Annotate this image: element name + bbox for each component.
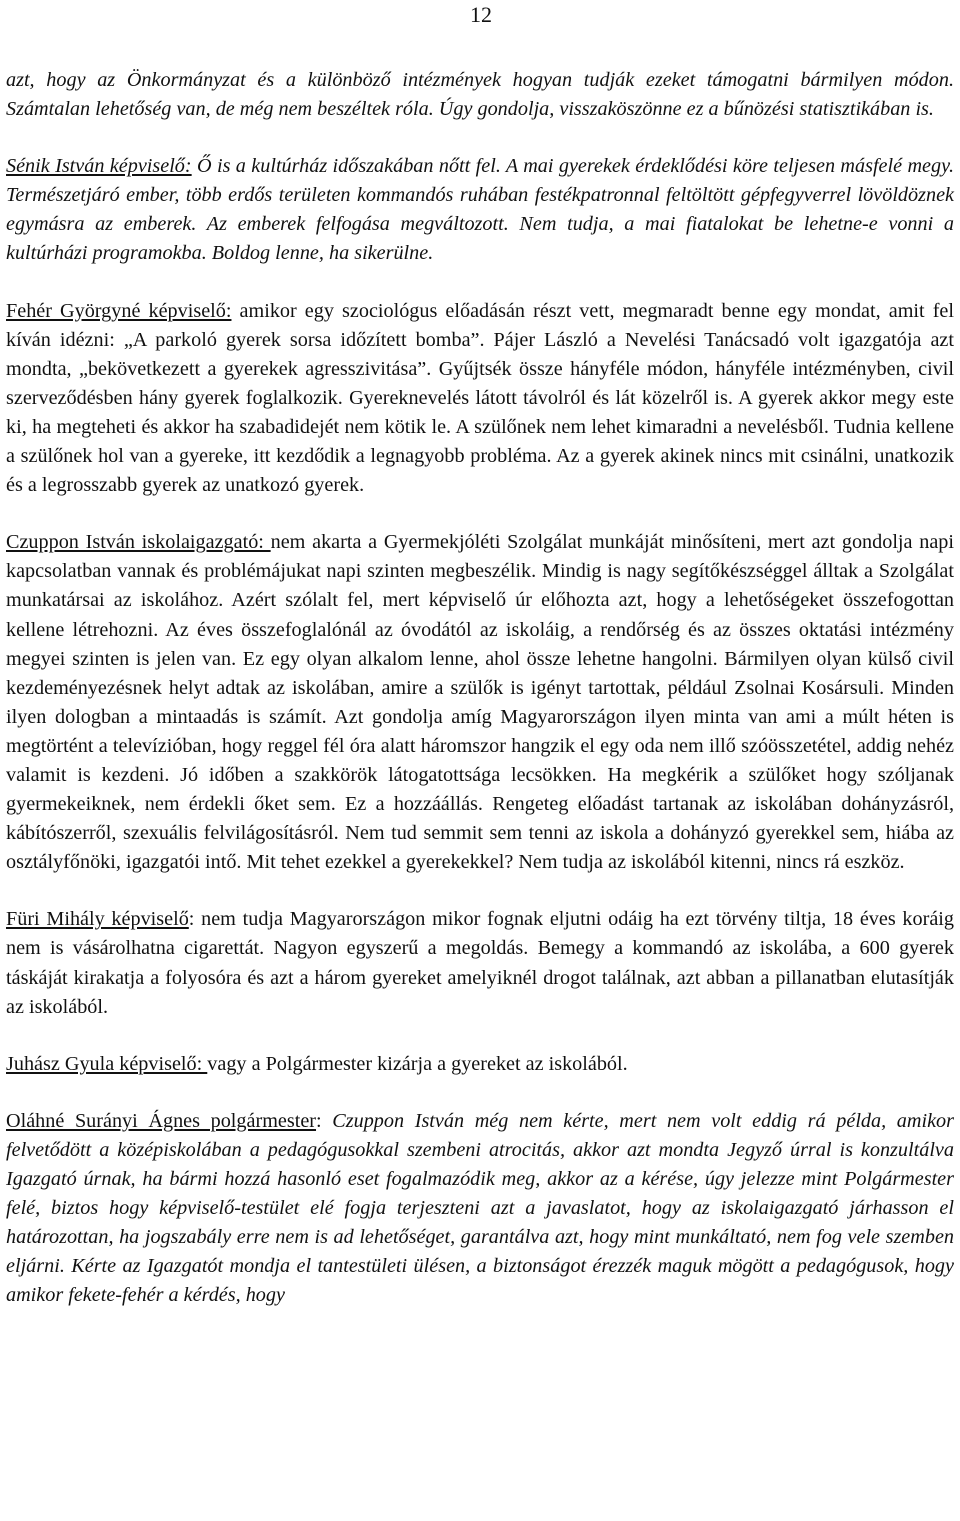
speaker-name: Füri Mihály képviselő [6, 908, 189, 931]
speaker-name: Sénik István képviselő: [6, 155, 192, 178]
paragraph-text: nem akarta a Gyermekjóléti Szolgálat munkáját minősíteni, mert azt gondolja napi kapcsolatban vannak és problémájukat napi szinten megbeszélik. Mindig is nagy segítőkészséggel álltak a Szolgálat munkatársai az iskolához. Azért szólalt fel, mert képviselő úr előhozta azt, hogy a lehetőségeket összefogottan kellene létrehozni. Az éves összefoglalónál az óvodától az iskoláig, a rendőrség és az összes oktatási intézmény megyei szinten is jelen van. Ez egy olyan alkalom lenne, ahol össze lehetne hangolni. Bármilyen olyan külső civil kezdeményezésnek helyt adtak az iskolában, amire a szülők is igényt tartottak, például Zsolnai Kosársuli. Minden ilyen dologban a mintaadás is számít. Azt gondolja amíg Magyarországon ilyen minta van ami a múlt héten is megtörtént a televízióban, hogy reggel fél óra alatt háromszor hangzik el egy oda nem illő szóösszetétel, addig nehéz valamit is kezdeni. Jó időben a szakkörök látogatottsága lecsökken. Ha megkérik a szülőket hogy szóljanak gyermekeiknek, nem érdekli őket sem. Ez a hozzáállás. Rengeteg előadást tartanak az iskolában dohányzásról, kábítószerről, szexuális felvilágosításról. Nem tud semmit sem tenni az iskola a dohányzó gyerekkel sem, hiába az osztályfőnöki, igazgatói intő. Mit tehet ezekkel a gyerekekkel? Nem tudja az iskolából kitenni, nincs rá eszköz. [6, 531, 954, 874]
paragraph-text: vagy a Polgármester kizárja a gyereket az iskolából. [207, 1052, 628, 1075]
paragraph [6, 1050, 954, 1079]
paragraph-text: azt, hogy az Önkormányzat és a különböző intézmények hogyan tudják ezeket támogatni bármilyen módon. Számtalan lehetőség van, de még nem beszéltek róla. Úgy gondolja, visszaköszönne ez a bűnözési statisztikában is. [6, 69, 954, 121]
speaker-name: Juhász Gyula képviselő: [6, 1052, 208, 1075]
paragraph-text: : [316, 1109, 333, 1132]
paragraph-text: Ő is a kultúrház időszakában nőtt fel. A mai gyerekek érdeklődési köre teljesen másfelé megy. Természetjáró ember, több erdős területen kommandós ruhában festékpatronnal feltöltött gépfegyverrel lövöldöznek egymásra az emberek. Az emberek felfogása megváltozott. Nem tudja, a mai fiatalokat be lehetne-e vonni a kultúrházi programokba. Boldog lenne, ha sikerülne. [6, 155, 954, 265]
paragraph [6, 66, 954, 124]
paragraph [6, 1107, 954, 1311]
paragraph [6, 528, 954, 877]
paragraph [6, 297, 954, 501]
speaker-name: Fehér Györgyné képviselő: [6, 299, 232, 322]
page-number: 12 [470, 2, 492, 27]
paragraph [6, 905, 954, 1021]
paragraph [6, 152, 954, 268]
paragraph-text: amikor egy szociológus előadásán részt vett, megmaradt benne egy mondat, amit fel kíván idézni: „A parkoló gyerek sorsa időzített bomba”. Pájer László a Nevelési Tanácsadó volt igazgatója azt mondta, „bekövetkezett a gyerekek agresszivitása”. Gyűjtsék össze hányféle módon, hányféle intézményben, civil szerveződésben hány gyerek foglalkozik. Gyereknevelés látott távolról és lát közelről is. A gyerek akkor megy este ki, ha megteheti és akkor ha szabadidejét nem kötik le. A szülőnek nem lehet kimaradni a nevelésből. Tudnia kellene a szülőnek hol van a gyereke, itt kezdődik a legnagyobb probléma. Az a gyerek akinek nincs mit csinálni, unatkozik és a legrosszabb gyerek az unatkozó gyerek. [6, 299, 954, 497]
speaker-name: Oláhné Surányi Ágnes polgármester [6, 1109, 317, 1132]
paragraph-text: : nem tudja Magyarországon mikor fognak eljutni odáig ha ezt törvény tiltja, 18 éves koráig nem is vásárolhatna cigarettát. Nagyon egyszerű a megoldás. Bemegy a kommandó az iskolába, a 600 gyerek táskáját kirakatja a folyosóra és azt a három gyereket amelyiknél drogot találnak, azt abban a pillanatban elutasítják az iskolából. [6, 908, 954, 1018]
paragraph-text: Czuppon István még nem kérte, mert nem volt eddig rá példa, amikor felvetődött a középiskolában a pedagógusokkal szembeni atrocitás, akkor azt mondta Jegyző úrral is konzultálva Igazgató úrnak, ha bármi hozzá hasonló eset fogalmazódik meg, akkor az a kérése, úgy jelezze mint Polgármester felé, biztos hogy képviselő-testület elé fogja terjeszteni azt a javaslatot, hogy az iskolaigazgató járhasson el határozottan, ha jogszabály erre nem is ad lehetőséget, garantálva azt, hogy mint munkáltató, nem fog vele szemben eljárni. Kérte az Igazgatót mondja el tantestületi ülésen, a biztonságot érezzék maguk mögött a pedagógusok, hogy amikor fekete-fehér a kérdés, hogy [6, 1109, 954, 1307]
document-body [6, 66, 954, 1310]
speaker-name: Czuppon István iskolaigazgató: [6, 531, 271, 554]
